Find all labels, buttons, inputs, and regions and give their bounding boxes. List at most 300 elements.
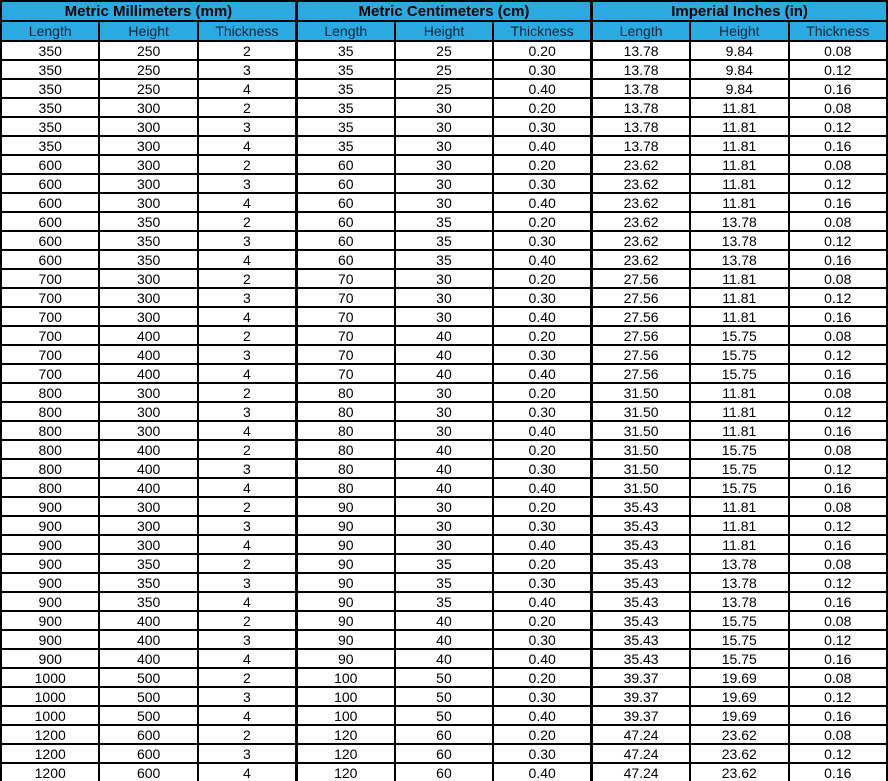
cell-cm-height: 30 xyxy=(395,535,493,554)
column-header-cm-height: Height xyxy=(395,21,493,41)
group-header-mm: Metric Millimeters (mm) xyxy=(1,1,296,21)
cell-mm-height: 600 xyxy=(99,744,197,763)
cell-cm-thickness: 0.20 xyxy=(493,383,591,402)
cell-in-length: 13.78 xyxy=(592,79,690,98)
cell-mm-height: 350 xyxy=(99,592,197,611)
table-row xyxy=(1,763,887,781)
cell-mm-thickness: 3 xyxy=(198,687,296,706)
table-row xyxy=(1,383,887,402)
cell-cm-thickness: 0.20 xyxy=(493,269,591,288)
table-row xyxy=(1,79,887,98)
cell-cm-thickness: 0.30 xyxy=(493,630,591,649)
cell-in-height: 11.81 xyxy=(690,383,788,402)
cell-in-height: 11.81 xyxy=(690,155,788,174)
cell-in-height: 15.75 xyxy=(690,440,788,459)
table-row xyxy=(1,326,887,345)
cell-in-length: 13.78 xyxy=(592,117,690,136)
cell-cm-height: 30 xyxy=(395,155,493,174)
cell-cm-length: 90 xyxy=(296,554,394,573)
column-header-in-length: Length xyxy=(592,21,690,41)
cell-in-height: 13.78 xyxy=(690,592,788,611)
table-row xyxy=(1,668,887,687)
cell-cm-height: 30 xyxy=(395,307,493,326)
cell-mm-length: 800 xyxy=(1,402,99,421)
cell-in-length: 39.37 xyxy=(592,687,690,706)
cell-cm-thickness: 0.40 xyxy=(493,250,591,269)
cell-mm-height: 250 xyxy=(99,60,197,79)
cell-mm-thickness: 4 xyxy=(198,535,296,554)
cell-in-length: 47.24 xyxy=(592,744,690,763)
cell-mm-thickness: 4 xyxy=(198,364,296,383)
table-row xyxy=(1,155,887,174)
cell-in-thickness: 0.16 xyxy=(789,706,888,725)
cell-in-thickness: 0.08 xyxy=(789,326,888,345)
cell-cm-thickness: 0.40 xyxy=(493,706,591,725)
cell-mm-thickness: 3 xyxy=(198,231,296,250)
cell-cm-thickness: 0.30 xyxy=(493,345,591,364)
cell-mm-thickness: 2 xyxy=(198,383,296,402)
cell-mm-length: 700 xyxy=(1,307,99,326)
table-row xyxy=(1,725,887,744)
cell-in-length: 35.43 xyxy=(592,649,690,668)
cell-cm-thickness: 0.40 xyxy=(493,592,591,611)
cell-mm-length: 600 xyxy=(1,231,99,250)
cell-cm-height: 25 xyxy=(395,41,493,60)
cell-cm-length: 90 xyxy=(296,592,394,611)
cell-cm-length: 120 xyxy=(296,744,394,763)
cell-cm-thickness: 0.40 xyxy=(493,136,591,155)
cell-cm-length: 60 xyxy=(296,250,394,269)
cell-in-length: 31.50 xyxy=(592,421,690,440)
cell-mm-height: 250 xyxy=(99,41,197,60)
cell-in-height: 13.78 xyxy=(690,573,788,592)
cell-cm-thickness: 0.20 xyxy=(493,611,591,630)
cell-mm-thickness: 2 xyxy=(198,554,296,573)
cell-mm-thickness: 4 xyxy=(198,193,296,212)
cell-in-height: 13.78 xyxy=(690,250,788,269)
cell-in-thickness: 0.08 xyxy=(789,440,888,459)
cell-cm-height: 50 xyxy=(395,687,493,706)
cell-cm-thickness: 0.40 xyxy=(493,763,591,781)
cell-mm-thickness: 3 xyxy=(198,174,296,193)
cell-in-thickness: 0.12 xyxy=(789,345,888,364)
cell-mm-height: 300 xyxy=(99,402,197,421)
cell-mm-thickness: 3 xyxy=(198,117,296,136)
cell-in-height: 19.69 xyxy=(690,706,788,725)
table-body xyxy=(1,41,887,781)
cell-in-thickness: 0.08 xyxy=(789,269,888,288)
cell-in-height: 23.62 xyxy=(690,725,788,744)
cell-cm-thickness: 0.40 xyxy=(493,193,591,212)
column-header-mm-length: Length xyxy=(1,21,99,41)
cell-mm-length: 350 xyxy=(1,79,99,98)
cell-in-thickness: 0.12 xyxy=(789,459,888,478)
table-row xyxy=(1,60,887,79)
cell-in-thickness: 0.08 xyxy=(789,611,888,630)
cell-in-height: 11.81 xyxy=(690,421,788,440)
cell-in-thickness: 0.16 xyxy=(789,592,888,611)
group-header-row xyxy=(1,1,887,21)
cell-in-length: 35.43 xyxy=(592,611,690,630)
table-row xyxy=(1,269,887,288)
cell-mm-thickness: 3 xyxy=(198,516,296,535)
cell-cm-thickness: 0.30 xyxy=(493,516,591,535)
cell-mm-height: 400 xyxy=(99,440,197,459)
cell-mm-thickness: 2 xyxy=(198,611,296,630)
cell-mm-thickness: 4 xyxy=(198,763,296,781)
cell-in-height: 15.75 xyxy=(690,649,788,668)
cell-cm-thickness: 0.30 xyxy=(493,174,591,193)
cell-cm-length: 60 xyxy=(296,174,394,193)
cell-mm-length: 900 xyxy=(1,497,99,516)
cell-cm-length: 35 xyxy=(296,79,394,98)
cell-cm-length: 120 xyxy=(296,725,394,744)
table-header xyxy=(1,1,887,41)
cell-mm-thickness: 3 xyxy=(198,288,296,307)
table-row xyxy=(1,459,887,478)
cell-mm-thickness: 2 xyxy=(198,497,296,516)
cell-in-length: 23.62 xyxy=(592,231,690,250)
cell-cm-length: 100 xyxy=(296,706,394,725)
cell-cm-length: 90 xyxy=(296,535,394,554)
cell-cm-height: 30 xyxy=(395,269,493,288)
table-row xyxy=(1,649,887,668)
cell-cm-height: 30 xyxy=(395,193,493,212)
cell-mm-length: 1200 xyxy=(1,725,99,744)
column-header-row xyxy=(1,21,887,41)
table-row xyxy=(1,250,887,269)
cell-in-thickness: 0.16 xyxy=(789,649,888,668)
cell-cm-length: 70 xyxy=(296,307,394,326)
cell-in-thickness: 0.16 xyxy=(789,421,888,440)
cell-in-length: 27.56 xyxy=(592,345,690,364)
cell-mm-height: 400 xyxy=(99,630,197,649)
cell-cm-height: 25 xyxy=(395,79,493,98)
cell-cm-height: 35 xyxy=(395,554,493,573)
cell-cm-height: 40 xyxy=(395,478,493,497)
cell-in-length: 27.56 xyxy=(592,288,690,307)
cell-in-height: 11.81 xyxy=(690,402,788,421)
cell-cm-thickness: 0.40 xyxy=(493,79,591,98)
cell-cm-height: 40 xyxy=(395,459,493,478)
cell-in-thickness: 0.12 xyxy=(789,573,888,592)
cell-mm-length: 900 xyxy=(1,611,99,630)
cell-mm-length: 1000 xyxy=(1,687,99,706)
table-row xyxy=(1,193,887,212)
table-row xyxy=(1,402,887,421)
column-header-mm-height: Height xyxy=(99,21,197,41)
cell-in-height: 15.75 xyxy=(690,364,788,383)
cell-in-height: 15.75 xyxy=(690,611,788,630)
cell-cm-height: 40 xyxy=(395,611,493,630)
cell-in-length: 27.56 xyxy=(592,364,690,383)
cell-mm-thickness: 2 xyxy=(198,41,296,60)
table-row xyxy=(1,687,887,706)
cell-cm-height: 30 xyxy=(395,421,493,440)
cell-mm-height: 250 xyxy=(99,79,197,98)
cell-in-thickness: 0.16 xyxy=(789,478,888,497)
cell-in-length: 35.43 xyxy=(592,573,690,592)
table-row xyxy=(1,592,887,611)
cell-mm-length: 900 xyxy=(1,649,99,668)
cell-in-height: 11.81 xyxy=(690,516,788,535)
cell-in-length: 23.62 xyxy=(592,155,690,174)
cell-cm-thickness: 0.20 xyxy=(493,155,591,174)
cell-mm-length: 700 xyxy=(1,326,99,345)
cell-mm-length: 350 xyxy=(1,117,99,136)
cell-mm-length: 700 xyxy=(1,345,99,364)
cell-mm-height: 350 xyxy=(99,554,197,573)
cell-in-thickness: 0.08 xyxy=(789,668,888,687)
column-header-in-thickness: Thickness xyxy=(789,21,888,41)
group-header-cm: Metric Centimeters (cm) xyxy=(296,1,591,21)
cell-cm-thickness: 0.40 xyxy=(493,478,591,497)
cell-mm-length: 600 xyxy=(1,212,99,231)
cell-cm-height: 25 xyxy=(395,60,493,79)
cell-cm-length: 90 xyxy=(296,630,394,649)
table-row xyxy=(1,554,887,573)
cell-cm-thickness: 0.20 xyxy=(493,326,591,345)
cell-in-thickness: 0.16 xyxy=(789,307,888,326)
table-row xyxy=(1,535,887,554)
cell-mm-height: 300 xyxy=(99,307,197,326)
cell-in-length: 35.43 xyxy=(592,630,690,649)
cell-cm-length: 70 xyxy=(296,345,394,364)
cell-cm-length: 90 xyxy=(296,497,394,516)
cell-cm-length: 80 xyxy=(296,459,394,478)
table-row xyxy=(1,41,887,60)
cell-in-height: 11.81 xyxy=(690,288,788,307)
cell-cm-length: 90 xyxy=(296,611,394,630)
cell-cm-height: 35 xyxy=(395,231,493,250)
cell-in-height: 13.78 xyxy=(690,554,788,573)
cell-cm-thickness: 0.30 xyxy=(493,231,591,250)
cell-cm-length: 80 xyxy=(296,421,394,440)
table-row xyxy=(1,744,887,763)
cell-cm-length: 60 xyxy=(296,231,394,250)
cell-in-length: 27.56 xyxy=(592,269,690,288)
cell-mm-height: 600 xyxy=(99,763,197,781)
cell-cm-height: 30 xyxy=(395,402,493,421)
cell-mm-height: 300 xyxy=(99,136,197,155)
cell-in-length: 31.50 xyxy=(592,459,690,478)
cell-mm-thickness: 3 xyxy=(198,402,296,421)
cell-in-height: 11.81 xyxy=(690,193,788,212)
cell-cm-height: 60 xyxy=(395,725,493,744)
cell-cm-length: 60 xyxy=(296,212,394,231)
cell-cm-length: 90 xyxy=(296,573,394,592)
table-row xyxy=(1,98,887,117)
cell-in-height: 11.81 xyxy=(690,497,788,516)
cell-in-length: 39.37 xyxy=(592,706,690,725)
cell-cm-thickness: 0.20 xyxy=(493,98,591,117)
cell-in-thickness: 0.08 xyxy=(789,554,888,573)
cell-cm-thickness: 0.30 xyxy=(493,744,591,763)
cell-in-thickness: 0.16 xyxy=(789,79,888,98)
cell-mm-thickness: 4 xyxy=(198,706,296,725)
cell-in-length: 27.56 xyxy=(592,307,690,326)
cell-cm-height: 30 xyxy=(395,516,493,535)
table-row xyxy=(1,421,887,440)
cell-mm-height: 300 xyxy=(99,174,197,193)
cell-in-length: 35.43 xyxy=(592,497,690,516)
cell-cm-height: 40 xyxy=(395,440,493,459)
cell-cm-height: 35 xyxy=(395,250,493,269)
cell-cm-height: 35 xyxy=(395,212,493,231)
cell-cm-thickness: 0.40 xyxy=(493,421,591,440)
cell-in-thickness: 0.12 xyxy=(789,402,888,421)
cell-in-thickness: 0.08 xyxy=(789,497,888,516)
cell-cm-thickness: 0.20 xyxy=(493,554,591,573)
cell-in-thickness: 0.16 xyxy=(789,763,888,781)
cell-mm-thickness: 2 xyxy=(198,212,296,231)
cell-mm-height: 300 xyxy=(99,421,197,440)
cell-mm-length: 350 xyxy=(1,41,99,60)
cell-cm-thickness: 0.30 xyxy=(493,402,591,421)
table-row xyxy=(1,231,887,250)
cell-cm-height: 30 xyxy=(395,136,493,155)
cell-mm-height: 400 xyxy=(99,649,197,668)
cell-mm-height: 350 xyxy=(99,250,197,269)
cell-mm-length: 700 xyxy=(1,364,99,383)
table-row xyxy=(1,516,887,535)
cell-cm-thickness: 0.20 xyxy=(493,725,591,744)
cell-mm-thickness: 4 xyxy=(198,250,296,269)
cell-in-height: 9.84 xyxy=(690,60,788,79)
column-header-in-height: Height xyxy=(690,21,788,41)
cell-in-thickness: 0.12 xyxy=(789,687,888,706)
cell-in-thickness: 0.08 xyxy=(789,41,888,60)
cell-in-thickness: 0.12 xyxy=(789,174,888,193)
cell-cm-thickness: 0.40 xyxy=(493,649,591,668)
cell-mm-length: 800 xyxy=(1,478,99,497)
cell-in-length: 47.24 xyxy=(592,725,690,744)
cell-cm-height: 30 xyxy=(395,497,493,516)
cell-in-length: 13.78 xyxy=(592,136,690,155)
cell-cm-height: 30 xyxy=(395,117,493,136)
cell-mm-height: 300 xyxy=(99,155,197,174)
table-row xyxy=(1,117,887,136)
table-row xyxy=(1,136,887,155)
cell-in-length: 31.50 xyxy=(592,440,690,459)
cell-mm-length: 700 xyxy=(1,269,99,288)
cell-mm-thickness: 2 xyxy=(198,440,296,459)
cell-mm-length: 900 xyxy=(1,535,99,554)
cell-mm-thickness: 4 xyxy=(198,649,296,668)
cell-cm-height: 30 xyxy=(395,174,493,193)
table-row xyxy=(1,345,887,364)
group-header-in: Imperial Inches (in) xyxy=(592,1,887,21)
cell-mm-length: 350 xyxy=(1,98,99,117)
cell-in-thickness: 0.16 xyxy=(789,364,888,383)
column-header-cm-length: Length xyxy=(296,21,394,41)
cell-mm-thickness: 4 xyxy=(198,136,296,155)
table-row xyxy=(1,706,887,725)
cell-cm-thickness: 0.20 xyxy=(493,41,591,60)
cell-cm-thickness: 0.30 xyxy=(493,60,591,79)
cell-cm-thickness: 0.20 xyxy=(493,497,591,516)
cell-cm-length: 35 xyxy=(296,117,394,136)
cell-mm-length: 900 xyxy=(1,573,99,592)
cell-in-length: 13.78 xyxy=(592,98,690,117)
cell-cm-length: 70 xyxy=(296,326,394,345)
cell-mm-thickness: 3 xyxy=(198,345,296,364)
cell-in-height: 13.78 xyxy=(690,231,788,250)
cell-mm-length: 600 xyxy=(1,155,99,174)
cell-in-height: 15.75 xyxy=(690,459,788,478)
cell-mm-height: 300 xyxy=(99,269,197,288)
cell-cm-length: 35 xyxy=(296,60,394,79)
table-row xyxy=(1,212,887,231)
cell-in-thickness: 0.08 xyxy=(789,155,888,174)
cell-in-length: 35.43 xyxy=(592,535,690,554)
cell-in-height: 23.62 xyxy=(690,763,788,781)
cell-cm-length: 80 xyxy=(296,402,394,421)
cell-mm-height: 300 xyxy=(99,288,197,307)
cell-in-length: 13.78 xyxy=(592,60,690,79)
cell-mm-length: 1200 xyxy=(1,744,99,763)
cell-in-length: 35.43 xyxy=(592,554,690,573)
cell-mm-thickness: 4 xyxy=(198,307,296,326)
cell-mm-length: 1000 xyxy=(1,706,99,725)
cell-mm-length: 600 xyxy=(1,174,99,193)
cell-mm-height: 300 xyxy=(99,383,197,402)
cell-in-length: 31.50 xyxy=(592,402,690,421)
cell-cm-length: 90 xyxy=(296,516,394,535)
cell-mm-height: 500 xyxy=(99,687,197,706)
cell-cm-length: 80 xyxy=(296,440,394,459)
table-row xyxy=(1,573,887,592)
cell-in-thickness: 0.12 xyxy=(789,744,888,763)
table-row xyxy=(1,364,887,383)
cell-cm-length: 120 xyxy=(296,763,394,781)
cell-cm-thickness: 0.40 xyxy=(493,364,591,383)
cell-cm-height: 30 xyxy=(395,288,493,307)
cell-mm-length: 350 xyxy=(1,60,99,79)
cell-mm-thickness: 4 xyxy=(198,421,296,440)
cell-mm-length: 900 xyxy=(1,630,99,649)
cell-mm-thickness: 2 xyxy=(198,725,296,744)
cell-mm-height: 500 xyxy=(99,668,197,687)
cell-mm-height: 300 xyxy=(99,193,197,212)
cell-cm-length: 100 xyxy=(296,687,394,706)
cell-mm-length: 800 xyxy=(1,421,99,440)
cell-mm-thickness: 2 xyxy=(198,269,296,288)
table-row xyxy=(1,307,887,326)
cell-mm-length: 600 xyxy=(1,250,99,269)
cell-mm-length: 700 xyxy=(1,288,99,307)
cell-mm-thickness: 2 xyxy=(198,155,296,174)
cell-in-length: 13.78 xyxy=(592,41,690,60)
cell-in-height: 11.81 xyxy=(690,174,788,193)
cell-in-length: 23.62 xyxy=(592,174,690,193)
cell-in-height: 11.81 xyxy=(690,535,788,554)
cell-mm-thickness: 3 xyxy=(198,60,296,79)
cell-in-height: 11.81 xyxy=(690,269,788,288)
cell-mm-height: 350 xyxy=(99,573,197,592)
cell-in-height: 15.75 xyxy=(690,326,788,345)
cell-cm-thickness: 0.30 xyxy=(493,117,591,136)
column-header-mm-thickness: Thickness xyxy=(198,21,296,41)
cell-in-height: 23.62 xyxy=(690,744,788,763)
cell-cm-length: 70 xyxy=(296,269,394,288)
cell-mm-height: 600 xyxy=(99,725,197,744)
cell-in-length: 23.62 xyxy=(592,250,690,269)
cell-cm-thickness: 0.20 xyxy=(493,440,591,459)
cell-cm-height: 40 xyxy=(395,326,493,345)
cell-cm-height: 60 xyxy=(395,763,493,781)
cell-cm-height: 40 xyxy=(395,630,493,649)
